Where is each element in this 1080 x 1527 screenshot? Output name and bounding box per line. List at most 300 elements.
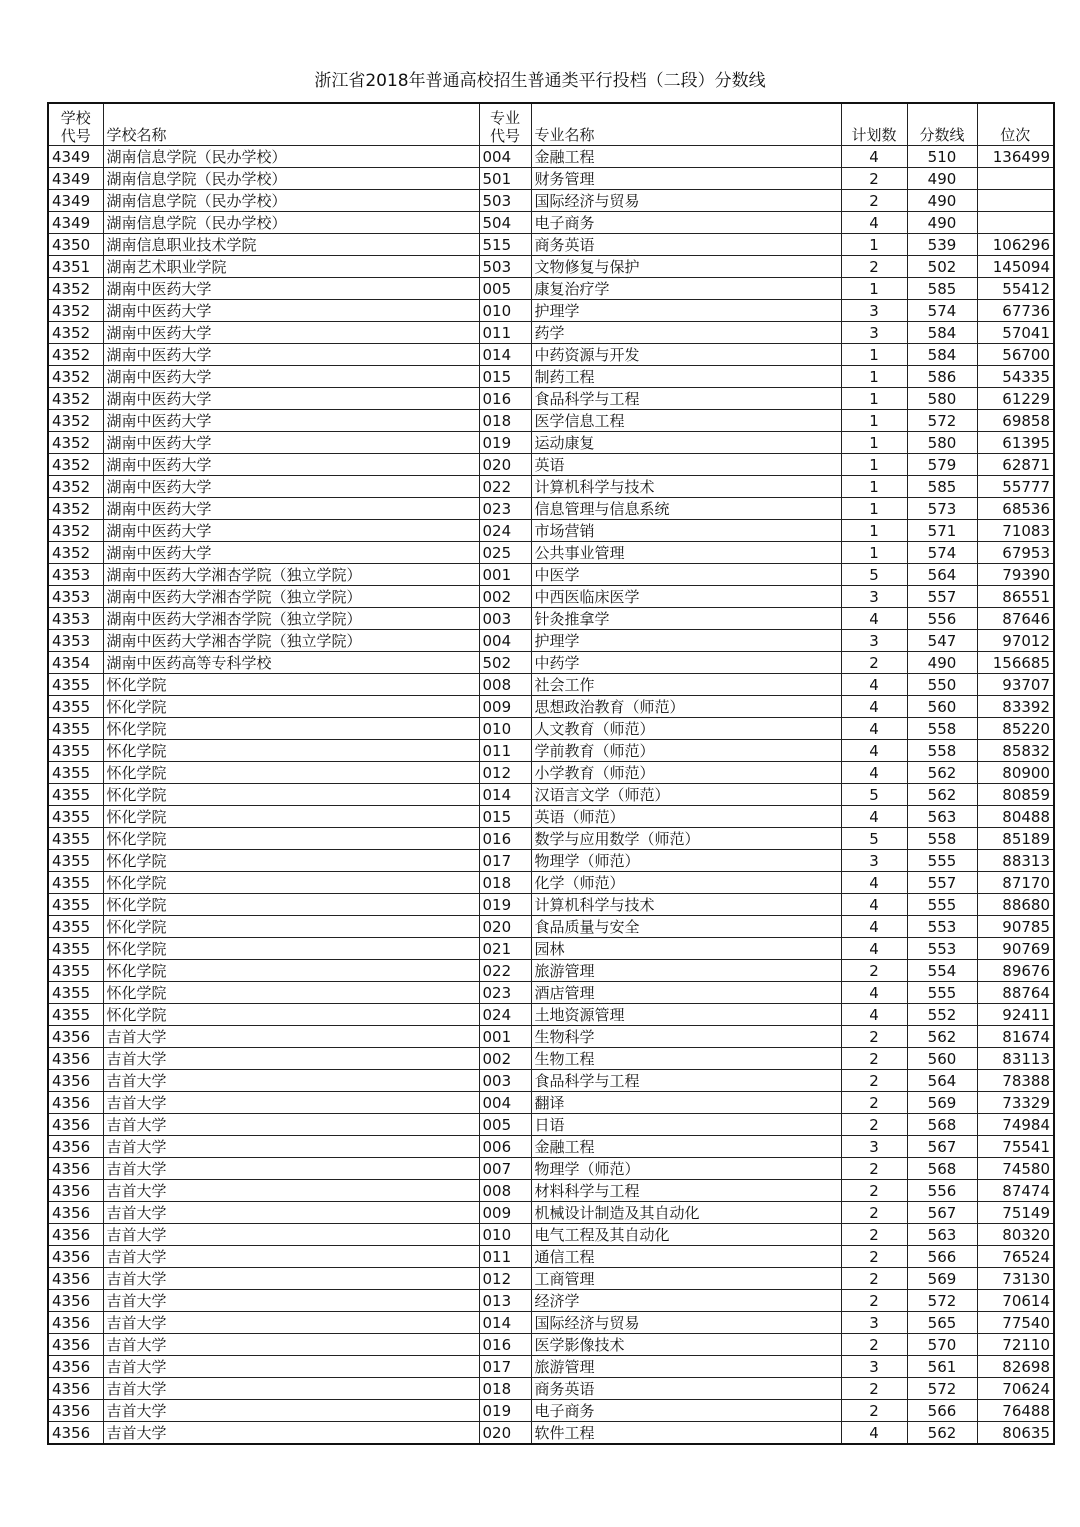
school-code-cell: 4356 bbox=[48, 1334, 103, 1356]
plan-count-cell: 2 bbox=[841, 1070, 907, 1092]
school-name-cell: 湖南中医药大学 bbox=[103, 322, 479, 344]
table-row bbox=[48, 366, 1054, 388]
rank-cell: 87646 bbox=[977, 608, 1054, 630]
score-line-cell: 573 bbox=[907, 498, 977, 520]
school-name-cell: 湖南中医药大学湘杏学院（独立学院） bbox=[103, 630, 479, 652]
score-line-cell: 564 bbox=[907, 1070, 977, 1092]
major-code-cell: 023 bbox=[479, 498, 531, 520]
score-line-cell: 566 bbox=[907, 1400, 977, 1422]
major-name-cell: 数学与应用数学（师范） bbox=[531, 828, 841, 850]
score-line-cell: 563 bbox=[907, 1224, 977, 1246]
major-name-cell: 中药学 bbox=[531, 652, 841, 674]
table-row bbox=[48, 1026, 1054, 1048]
score-line-cell: 572 bbox=[907, 1290, 977, 1312]
score-line-cell: 568 bbox=[907, 1114, 977, 1136]
major-code-cell: 017 bbox=[479, 850, 531, 872]
major-code-cell: 004 bbox=[479, 1092, 531, 1114]
rank-cell: 67736 bbox=[977, 300, 1054, 322]
school-name-cell: 湖南中医药大学 bbox=[103, 388, 479, 410]
major-name-cell: 思想政治教育（师范） bbox=[531, 696, 841, 718]
document-title: 浙江省2018年普通高校招生普通类平行投档（二段）分数线 bbox=[314, 71, 766, 91]
rank-cell: 54335 bbox=[977, 366, 1054, 388]
major-name-cell: 小学教育（师范） bbox=[531, 762, 841, 784]
major-code-cell: 502 bbox=[479, 652, 531, 674]
major-code-cell: 019 bbox=[479, 1400, 531, 1422]
plan-count-cell: 4 bbox=[841, 806, 907, 828]
school-code-cell: 4349 bbox=[48, 190, 103, 212]
score-line-cell: 572 bbox=[907, 410, 977, 432]
score-line-cell: 560 bbox=[907, 1048, 977, 1070]
major-code-cell: 012 bbox=[479, 1268, 531, 1290]
plan-count-cell: 2 bbox=[841, 1400, 907, 1422]
table-row bbox=[48, 1378, 1054, 1400]
school-name-cell: 吉首大学 bbox=[103, 1246, 479, 1268]
table-row bbox=[48, 1158, 1054, 1180]
score-line-cell: 555 bbox=[907, 894, 977, 916]
score-line-cell: 550 bbox=[907, 674, 977, 696]
table-row bbox=[48, 476, 1054, 498]
school-name-cell: 吉首大学 bbox=[103, 1290, 479, 1312]
rank-cell: 136499 bbox=[977, 146, 1054, 168]
plan-count-cell: 5 bbox=[841, 828, 907, 850]
plan-count-cell: 2 bbox=[841, 1092, 907, 1114]
school-name-cell: 吉首大学 bbox=[103, 1356, 479, 1378]
rank-cell: 74984 bbox=[977, 1114, 1054, 1136]
major-name-cell: 市场营销 bbox=[531, 520, 841, 542]
school-code-cell: 4356 bbox=[48, 1378, 103, 1400]
school-name-cell: 吉首大学 bbox=[103, 1268, 479, 1290]
plan-count-cell: 4 bbox=[841, 982, 907, 1004]
rank-cell: 55777 bbox=[977, 476, 1054, 498]
plan-count-cell: 1 bbox=[841, 454, 907, 476]
plan-count-cell: 2 bbox=[841, 1158, 907, 1180]
rank-cell: 75149 bbox=[977, 1202, 1054, 1224]
school-name-cell: 怀化学院 bbox=[103, 674, 479, 696]
score-line-cell: 567 bbox=[907, 1202, 977, 1224]
school-code-cell: 4355 bbox=[48, 894, 103, 916]
major-code-cell: 014 bbox=[479, 344, 531, 366]
major-code-cell: 022 bbox=[479, 960, 531, 982]
score-line-cell: 490 bbox=[907, 652, 977, 674]
major-name-cell: 金融工程 bbox=[531, 1136, 841, 1158]
rank-cell: 80488 bbox=[977, 806, 1054, 828]
major-name-cell: 中西医临床医学 bbox=[531, 586, 841, 608]
header-row bbox=[48, 103, 1054, 146]
score-line-cell: 490 bbox=[907, 212, 977, 234]
school-code-cell: 4352 bbox=[48, 300, 103, 322]
school-name-cell: 湖南中医药高等专科学校 bbox=[103, 652, 479, 674]
score-line-cell: 567 bbox=[907, 1136, 977, 1158]
school-code-cell: 4355 bbox=[48, 938, 103, 960]
school-name-cell: 吉首大学 bbox=[103, 1158, 479, 1180]
score-line-cell: 539 bbox=[907, 234, 977, 256]
major-code-cell: 515 bbox=[479, 234, 531, 256]
school-code-cell: 4356 bbox=[48, 1180, 103, 1202]
school-code-cell: 4353 bbox=[48, 586, 103, 608]
school-name-cell: 吉首大学 bbox=[103, 1048, 479, 1070]
school-name-cell: 怀化学院 bbox=[103, 1004, 479, 1026]
score-line-cell: 574 bbox=[907, 300, 977, 322]
major-name-cell: 财务管理 bbox=[531, 168, 841, 190]
plan-count-cell: 4 bbox=[841, 872, 907, 894]
plan-count-cell: 2 bbox=[841, 1224, 907, 1246]
school-name-cell: 湖南中医药大学 bbox=[103, 300, 479, 322]
table-row bbox=[48, 850, 1054, 872]
school-name-cell: 湖南中医药大学 bbox=[103, 498, 479, 520]
major-code-cell: 019 bbox=[479, 894, 531, 916]
major-name-cell: 园林 bbox=[531, 938, 841, 960]
school-code-cell: 4355 bbox=[48, 784, 103, 806]
rank-cell: 83392 bbox=[977, 696, 1054, 718]
school-code-cell: 4356 bbox=[48, 1202, 103, 1224]
score-line-cell: 555 bbox=[907, 850, 977, 872]
table-row bbox=[48, 674, 1054, 696]
plan-count-cell: 2 bbox=[841, 960, 907, 982]
table-row bbox=[48, 168, 1054, 190]
school-name-cell: 吉首大学 bbox=[103, 1400, 479, 1422]
school-name-cell: 湖南中医药大学 bbox=[103, 278, 479, 300]
table-row bbox=[48, 498, 1054, 520]
major-name-cell: 机械设计制造及其自动化 bbox=[531, 1202, 841, 1224]
plan-count-cell: 2 bbox=[841, 1268, 907, 1290]
major-name-cell: 物理学（师范） bbox=[531, 850, 841, 872]
table-row bbox=[48, 454, 1054, 476]
major-name-cell: 电气工程及其自动化 bbox=[531, 1224, 841, 1246]
school-code-cell: 4352 bbox=[48, 498, 103, 520]
major-code-cell: 017 bbox=[479, 1356, 531, 1378]
school-code-cell: 4356 bbox=[48, 1268, 103, 1290]
plan-count-cell: 3 bbox=[841, 586, 907, 608]
school-code-cell: 4356 bbox=[48, 1422, 103, 1445]
major-code-cell: 018 bbox=[479, 1378, 531, 1400]
school-code-cell: 4352 bbox=[48, 454, 103, 476]
major-name-cell: 旅游管理 bbox=[531, 1356, 841, 1378]
score-line-cell: 585 bbox=[907, 278, 977, 300]
school-code-cell: 4356 bbox=[48, 1312, 103, 1334]
school-name-cell: 湖南中医药大学 bbox=[103, 520, 479, 542]
school-code-cell: 4356 bbox=[48, 1070, 103, 1092]
school-code-cell: 4355 bbox=[48, 982, 103, 1004]
table-row bbox=[48, 740, 1054, 762]
school-name-cell: 湖南信息职业技术学院 bbox=[103, 234, 479, 256]
plan-count-cell: 1 bbox=[841, 410, 907, 432]
score-line-cell: 562 bbox=[907, 1026, 977, 1048]
rank-cell: 74580 bbox=[977, 1158, 1054, 1180]
plan-count-cell: 5 bbox=[841, 784, 907, 806]
major-code-cell: 009 bbox=[479, 696, 531, 718]
score-line-cell: 558 bbox=[907, 718, 977, 740]
major-name-cell: 中药资源与开发 bbox=[531, 344, 841, 366]
major-code-cell: 008 bbox=[479, 674, 531, 696]
school-name-cell: 湖南艺术职业学院 bbox=[103, 256, 479, 278]
major-code-cell: 016 bbox=[479, 1334, 531, 1356]
major-code-cell: 002 bbox=[479, 1048, 531, 1070]
major-name-cell: 社会工作 bbox=[531, 674, 841, 696]
major-name-cell: 翻译 bbox=[531, 1092, 841, 1114]
major-name-cell: 软件工程 bbox=[531, 1422, 841, 1445]
table-row bbox=[48, 806, 1054, 828]
rank-cell: 89676 bbox=[977, 960, 1054, 982]
major-name-cell: 食品质量与安全 bbox=[531, 916, 841, 938]
major-name-cell: 针灸推拿学 bbox=[531, 608, 841, 630]
plan-count-cell: 2 bbox=[841, 1026, 907, 1048]
rank-cell: 90769 bbox=[977, 938, 1054, 960]
school-code-cell: 4355 bbox=[48, 1004, 103, 1026]
plan-count-cell: 3 bbox=[841, 630, 907, 652]
major-name-cell: 化学（师范） bbox=[531, 872, 841, 894]
plan-count-cell: 4 bbox=[841, 740, 907, 762]
school-code-cell: 4356 bbox=[48, 1136, 103, 1158]
school-code-cell: 4355 bbox=[48, 872, 103, 894]
school-code-cell: 4355 bbox=[48, 740, 103, 762]
major-code-cell: 003 bbox=[479, 1070, 531, 1092]
school-code-cell: 4352 bbox=[48, 542, 103, 564]
table-row bbox=[48, 1422, 1054, 1445]
table-row bbox=[48, 696, 1054, 718]
rank-cell: 70624 bbox=[977, 1378, 1054, 1400]
rank-cell: 73130 bbox=[977, 1268, 1054, 1290]
major-code-cell: 014 bbox=[479, 784, 531, 806]
school-name-cell: 吉首大学 bbox=[103, 1422, 479, 1445]
school-code-cell: 4356 bbox=[48, 1026, 103, 1048]
rank-cell: 145094 bbox=[977, 256, 1054, 278]
major-code-cell: 011 bbox=[479, 322, 531, 344]
major-code-cell: 022 bbox=[479, 476, 531, 498]
major-code-cell: 024 bbox=[479, 1004, 531, 1026]
school-code-cell: 4352 bbox=[48, 520, 103, 542]
school-name-cell: 怀化学院 bbox=[103, 828, 479, 850]
major-name-cell: 物理学（师范） bbox=[531, 1158, 841, 1180]
school-name-cell: 怀化学院 bbox=[103, 718, 479, 740]
major-name-cell: 生物工程 bbox=[531, 1048, 841, 1070]
school-code-cell: 4352 bbox=[48, 322, 103, 344]
school-name-cell: 怀化学院 bbox=[103, 960, 479, 982]
rank-cell: 61229 bbox=[977, 388, 1054, 410]
rank-cell: 62871 bbox=[977, 454, 1054, 476]
rank-cell: 68536 bbox=[977, 498, 1054, 520]
major-code-cell: 001 bbox=[479, 1026, 531, 1048]
school-code-cell: 4353 bbox=[48, 564, 103, 586]
major-name-cell: 医学信息工程 bbox=[531, 410, 841, 432]
table-row bbox=[48, 1070, 1054, 1092]
major-code-cell: 003 bbox=[479, 608, 531, 630]
school-code-cell: 4355 bbox=[48, 850, 103, 872]
school-code-cell: 4355 bbox=[48, 762, 103, 784]
major-name-cell: 运动康复 bbox=[531, 432, 841, 454]
plan-count-cell: 1 bbox=[841, 366, 907, 388]
plan-count-cell: 1 bbox=[841, 542, 907, 564]
header-school-name: 学校名称 bbox=[103, 103, 479, 146]
major-name-cell: 中医学 bbox=[531, 564, 841, 586]
major-code-cell: 025 bbox=[479, 542, 531, 564]
table-row bbox=[48, 718, 1054, 740]
table-row bbox=[48, 234, 1054, 256]
major-code-cell: 015 bbox=[479, 806, 531, 828]
plan-count-cell: 4 bbox=[841, 894, 907, 916]
score-line-cell: 563 bbox=[907, 806, 977, 828]
rank-cell: 106296 bbox=[977, 234, 1054, 256]
major-code-cell: 503 bbox=[479, 190, 531, 212]
school-name-cell: 湖南中医药大学湘杏学院（独立学院） bbox=[103, 564, 479, 586]
major-name-cell: 商务英语 bbox=[531, 234, 841, 256]
table-row bbox=[48, 322, 1054, 344]
score-line-cell: 580 bbox=[907, 432, 977, 454]
major-code-cell: 504 bbox=[479, 212, 531, 234]
score-line-cell: 553 bbox=[907, 916, 977, 938]
school-name-cell: 吉首大学 bbox=[103, 1092, 479, 1114]
major-name-cell: 商务英语 bbox=[531, 1378, 841, 1400]
plan-count-cell: 4 bbox=[841, 674, 907, 696]
plan-count-cell: 1 bbox=[841, 498, 907, 520]
plan-count-cell: 2 bbox=[841, 1202, 907, 1224]
school-code-cell: 4352 bbox=[48, 278, 103, 300]
major-code-cell: 012 bbox=[479, 762, 531, 784]
school-code-cell: 4356 bbox=[48, 1400, 103, 1422]
major-name-cell: 英语 bbox=[531, 454, 841, 476]
score-line-cell: 502 bbox=[907, 256, 977, 278]
score-line-cell: 568 bbox=[907, 1158, 977, 1180]
rank-cell: 90785 bbox=[977, 916, 1054, 938]
school-name-cell: 湖南中医药大学 bbox=[103, 344, 479, 366]
major-code-cell: 014 bbox=[479, 1312, 531, 1334]
school-code-cell: 4351 bbox=[48, 256, 103, 278]
school-name-cell: 吉首大学 bbox=[103, 1114, 479, 1136]
score-line-cell: 490 bbox=[907, 168, 977, 190]
school-code-cell: 4356 bbox=[48, 1114, 103, 1136]
school-code-cell: 4356 bbox=[48, 1246, 103, 1268]
school-code-cell: 4353 bbox=[48, 630, 103, 652]
school-code-cell: 4349 bbox=[48, 168, 103, 190]
table-row bbox=[48, 652, 1054, 674]
table-row bbox=[48, 542, 1054, 564]
table-row bbox=[48, 982, 1054, 1004]
major-name-cell: 药学 bbox=[531, 322, 841, 344]
school-name-cell: 湖南中医药大学 bbox=[103, 476, 479, 498]
school-code-cell: 4355 bbox=[48, 718, 103, 740]
score-line-cell: 557 bbox=[907, 872, 977, 894]
rank-cell: 57041 bbox=[977, 322, 1054, 344]
rank-cell bbox=[977, 168, 1054, 190]
rank-cell: 75541 bbox=[977, 1136, 1054, 1158]
table-row bbox=[48, 1246, 1054, 1268]
plan-count-cell: 4 bbox=[841, 1004, 907, 1026]
major-code-cell: 021 bbox=[479, 938, 531, 960]
major-name-cell: 食品科学与工程 bbox=[531, 1070, 841, 1092]
rank-cell: 92411 bbox=[977, 1004, 1054, 1026]
table-row bbox=[48, 762, 1054, 784]
school-name-cell: 吉首大学 bbox=[103, 1202, 479, 1224]
table-row bbox=[48, 1180, 1054, 1202]
header-rank: 位次 bbox=[977, 103, 1054, 146]
score-line-cell: 555 bbox=[907, 982, 977, 1004]
school-code-cell: 4355 bbox=[48, 916, 103, 938]
plan-count-cell: 3 bbox=[841, 1136, 907, 1158]
table-row bbox=[48, 1312, 1054, 1334]
score-line-cell: 574 bbox=[907, 542, 977, 564]
table-row bbox=[48, 1092, 1054, 1114]
table-row bbox=[48, 608, 1054, 630]
score-line-cell: 554 bbox=[907, 960, 977, 982]
school-code-cell: 4356 bbox=[48, 1224, 103, 1246]
rank-cell: 67953 bbox=[977, 542, 1054, 564]
major-code-cell: 503 bbox=[479, 256, 531, 278]
plan-count-cell: 3 bbox=[841, 1356, 907, 1378]
plan-count-cell: 2 bbox=[841, 1048, 907, 1070]
score-line-cell: 569 bbox=[907, 1268, 977, 1290]
plan-count-cell: 3 bbox=[841, 850, 907, 872]
school-code-cell: 4353 bbox=[48, 608, 103, 630]
header-major-code-line1: 专业 bbox=[489, 109, 520, 127]
school-name-cell: 怀化学院 bbox=[103, 982, 479, 1004]
school-name-cell: 湖南信息学院（民办学校） bbox=[103, 168, 479, 190]
plan-count-cell: 1 bbox=[841, 278, 907, 300]
rank-cell: 86551 bbox=[977, 586, 1054, 608]
table-row bbox=[48, 1334, 1054, 1356]
major-name-cell: 学前教育（师范） bbox=[531, 740, 841, 762]
rank-cell: 55412 bbox=[977, 278, 1054, 300]
rank-cell: 80859 bbox=[977, 784, 1054, 806]
major-name-cell: 文物修复与保护 bbox=[531, 256, 841, 278]
school-code-cell: 4355 bbox=[48, 696, 103, 718]
table-row bbox=[48, 938, 1054, 960]
header-school-code bbox=[48, 103, 103, 146]
score-line-cell: 556 bbox=[907, 1180, 977, 1202]
major-code-cell: 016 bbox=[479, 828, 531, 850]
school-code-cell: 4352 bbox=[48, 410, 103, 432]
school-name-cell: 湖南中医药大学 bbox=[103, 410, 479, 432]
table-row bbox=[48, 212, 1054, 234]
school-code-cell: 4356 bbox=[48, 1092, 103, 1114]
plan-count-cell: 2 bbox=[841, 168, 907, 190]
rank-cell: 71083 bbox=[977, 520, 1054, 542]
score-line-cell: 547 bbox=[907, 630, 977, 652]
major-code-cell: 008 bbox=[479, 1180, 531, 1202]
school-code-cell: 4355 bbox=[48, 960, 103, 982]
major-code-cell: 001 bbox=[479, 564, 531, 586]
table-row bbox=[48, 564, 1054, 586]
table-row bbox=[48, 388, 1054, 410]
school-code-cell: 4356 bbox=[48, 1290, 103, 1312]
school-code-cell: 4350 bbox=[48, 234, 103, 256]
major-name-cell: 英语（师范） bbox=[531, 806, 841, 828]
major-code-cell: 501 bbox=[479, 168, 531, 190]
table-row bbox=[48, 432, 1054, 454]
rank-cell: 78388 bbox=[977, 1070, 1054, 1092]
rank-cell: 69858 bbox=[977, 410, 1054, 432]
header-major-code-line2: 代号 bbox=[489, 127, 520, 145]
table-row bbox=[48, 916, 1054, 938]
plan-count-cell: 4 bbox=[841, 696, 907, 718]
plan-count-cell: 4 bbox=[841, 762, 907, 784]
rank-cell: 76488 bbox=[977, 1400, 1054, 1422]
major-code-cell: 019 bbox=[479, 432, 531, 454]
school-name-cell: 湖南信息学院（民办学校） bbox=[103, 190, 479, 212]
school-name-cell: 怀化学院 bbox=[103, 850, 479, 872]
rank-cell: 85189 bbox=[977, 828, 1054, 850]
rank-cell: 61395 bbox=[977, 432, 1054, 454]
plan-count-cell: 1 bbox=[841, 234, 907, 256]
major-name-cell: 汉语言文学（师范） bbox=[531, 784, 841, 806]
score-line-cell: 584 bbox=[907, 322, 977, 344]
rank-cell: 79390 bbox=[977, 564, 1054, 586]
plan-count-cell: 4 bbox=[841, 938, 907, 960]
header-plan: 计划数 bbox=[841, 103, 907, 146]
school-code-cell: 4356 bbox=[48, 1048, 103, 1070]
major-name-cell: 计算机科学与技术 bbox=[531, 894, 841, 916]
major-name-cell: 计算机科学与技术 bbox=[531, 476, 841, 498]
school-name-cell: 吉首大学 bbox=[103, 1180, 479, 1202]
rank-cell bbox=[977, 212, 1054, 234]
